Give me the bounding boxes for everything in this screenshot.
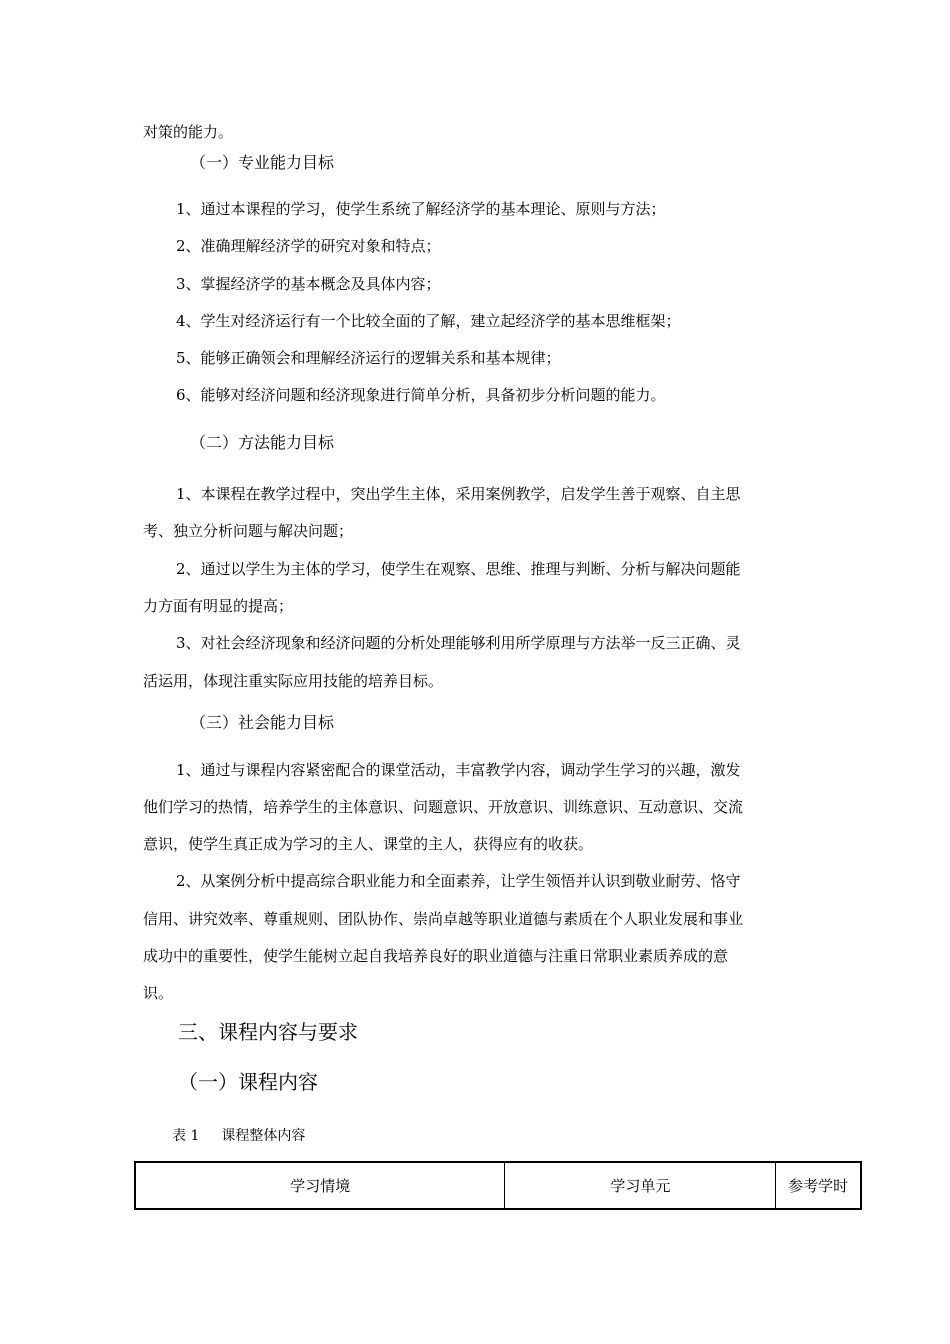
paragraph-line: 1、本课程在教学过程中，突出学生主体，采用案例教学，启发学生善于观察、自主思	[176, 485, 741, 503]
paragraph-line: 2、通过以学生为主体的学习，使学生在观察、思维、推理与判断、分析与解决问题能	[176, 560, 741, 578]
chapter-heading: 三、课程内容与要求	[178, 1020, 358, 1044]
section-heading-method: （二）方法能力目标	[190, 433, 335, 452]
table-caption-title: 课程整体内容	[221, 1128, 306, 1144]
paragraph-line: 意识，使学生真正成为学习的主人、课堂的主人，获得应有的收获。	[143, 835, 594, 853]
paragraph-line: 3、对社会经济现象和经济问题的分析处理能够利用所学原理与方法举一反三正确、灵	[176, 634, 741, 652]
paragraph-line: 考、独立分析问题与解决问题；	[143, 522, 354, 540]
paragraph-line: 识。	[143, 984, 174, 1002]
header-reference-hours: 参考学时	[776, 1162, 861, 1209]
table-caption-number: 表 1	[172, 1128, 200, 1144]
list-item: 1、通过本课程的学习，使学生系统了解经济学的基本理论、原则与方法；	[176, 200, 666, 218]
paragraph-continuation: 对策的能力。	[143, 123, 234, 141]
list-item: 2、准确理解经济学的研究对象和特点；	[176, 237, 441, 255]
list-item: 5、能够正确领会和理解经济运行的逻辑关系和基本规律；	[176, 349, 561, 367]
list-item: 4、学生对经济运行有一个比较全面的了解，建立起经济学的基本思维框架；	[176, 312, 681, 330]
course-content-table	[134, 1161, 862, 1210]
list-item: 3、掌握经济学的基本概念及具体内容；	[176, 275, 441, 293]
paragraph-line: 活运用，体现注重实际应用技能的培养目标。	[143, 672, 444, 690]
section-heading-professional: （一）专业能力目标	[190, 153, 335, 172]
header-learning-unit: 学习单元	[505, 1162, 776, 1209]
section-heading-social: （三）社会能力目标	[190, 713, 335, 732]
section-heading-course-content: （一）课程内容	[178, 1070, 318, 1094]
list-item: 6、能够对经济问题和经济现象进行简单分析，具备初步分析问题的能力。	[176, 386, 666, 404]
paragraph-line: 他们学习的热情，培养学生的主体意识、问题意识、开放意识、训练意识、互动意识、交流	[143, 798, 744, 816]
paragraph-line: 力方面有明显的提高；	[143, 597, 294, 615]
table-caption	[172, 1127, 305, 1145]
paragraph-line: 2、从案例分析中提高综合职业能力和全面素养，让学生领悟并认识到敬业耐劳、恪守	[176, 872, 741, 890]
header-learning-situation: 学习情境	[135, 1162, 505, 1209]
table-header-row	[135, 1162, 861, 1209]
paragraph-line: 信用、讲究效率、尊重规则、团队协作、崇尚卓越等职业道德与素质在个人职业发展和事业	[143, 910, 744, 928]
paragraph-line: 成功中的重要性，使学生能树立起自我培养良好的职业道德与注重日常职业素质养成的意	[143, 947, 729, 965]
paragraph-line: 1、通过与课程内容紧密配合的课堂活动，丰富教学内容，调动学生学习的兴趣，激发	[176, 761, 741, 779]
